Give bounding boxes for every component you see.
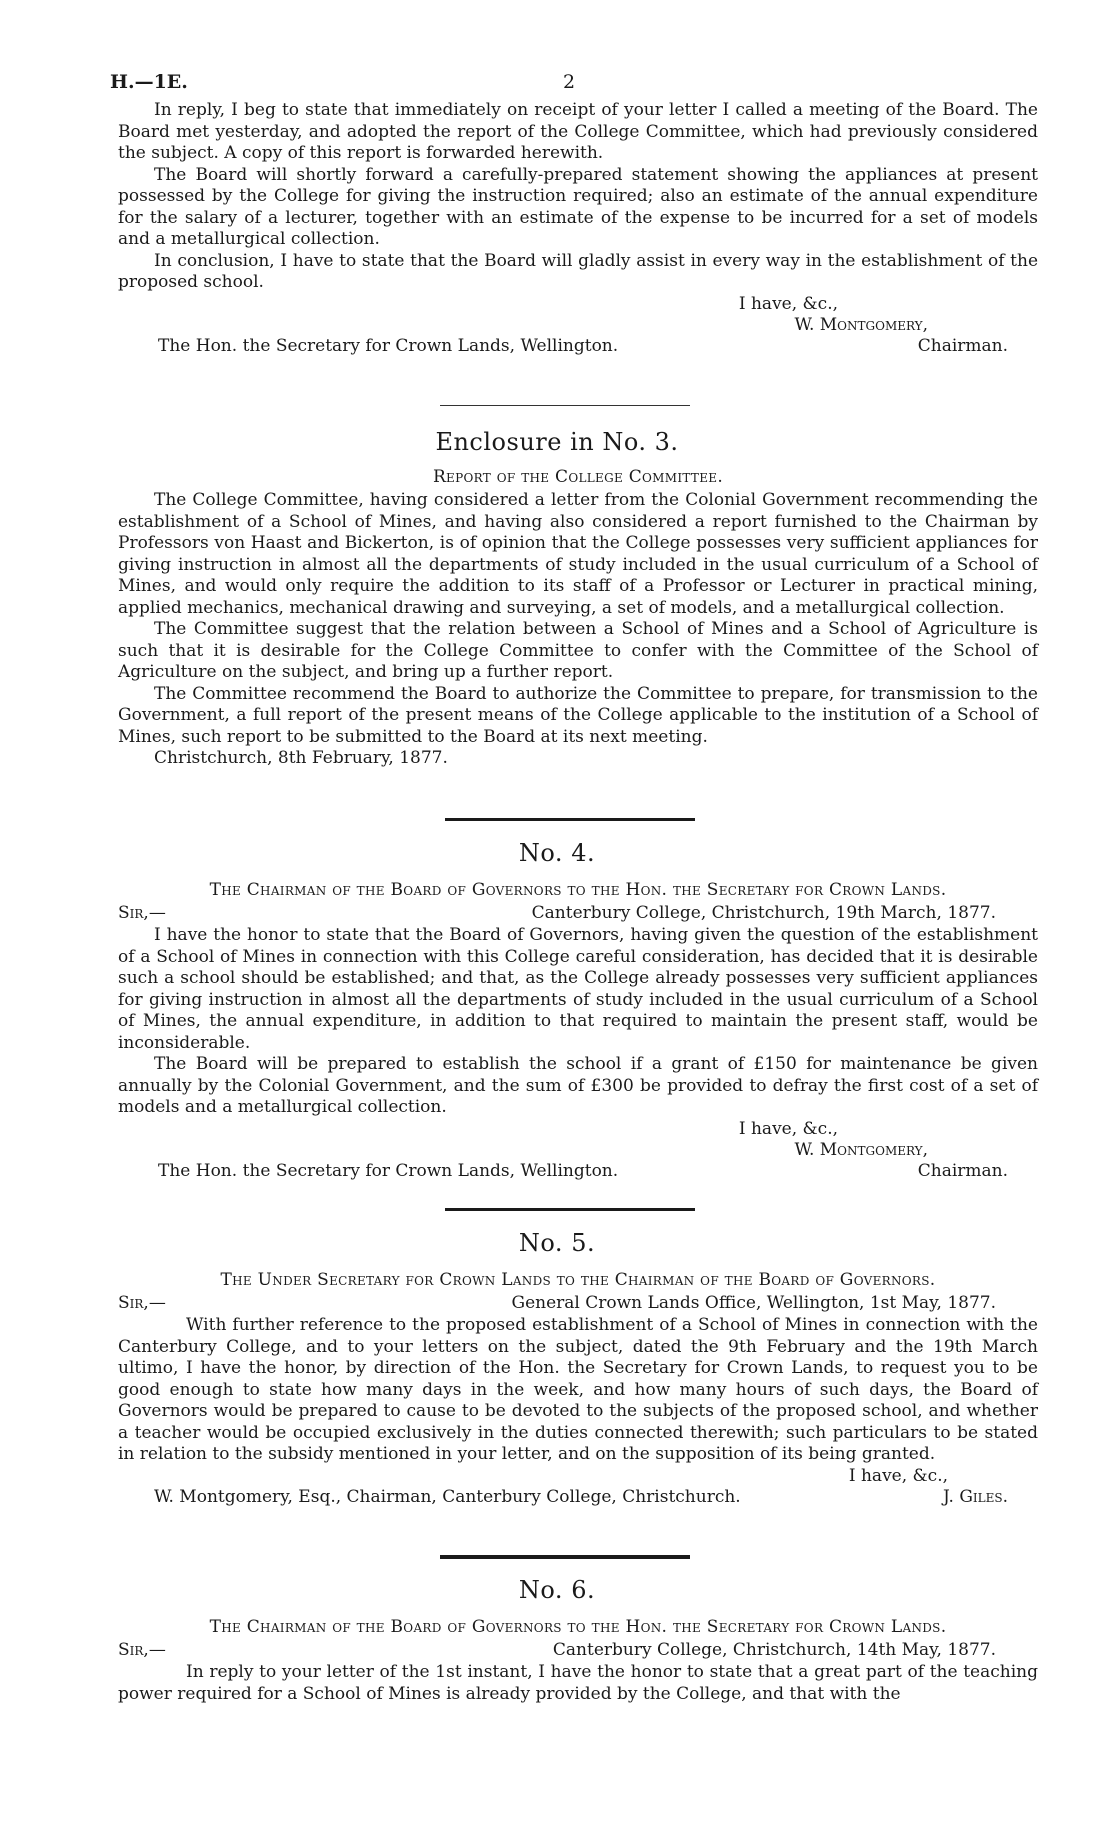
letter-5-subheading: The Under Secretary for Crown Lands to the Chairman of the Board of Governors. bbox=[220, 1270, 936, 1290]
section-divider bbox=[445, 1208, 695, 1211]
date-line: Christchurch, 8th February, 1877. bbox=[154, 748, 448, 768]
place-date: Canterbury College, Christchurch, 14th May, 1877. bbox=[552, 1640, 996, 1660]
place-date: Canterbury College, Christchurch, 19th March, 1877. bbox=[531, 903, 996, 923]
paragraph: In reply, I beg to state that immediately on receipt of your letter I called a meeting of the Board. The Board met yesterday, and adopted the report of the College Committee, which had previously considered the subject. A copy of this report is forwarded herewith. bbox=[118, 100, 1038, 163]
page-number: 2 bbox=[563, 71, 576, 93]
letter-4-subheading: The Chairman of the Board of Governors to the Hon. the Secretary for Crown Lands. bbox=[209, 880, 947, 900]
letter-closing bbox=[118, 1466, 1038, 1516]
place-date: General Crown Lands Office, Wellington, 1st May, 1877. bbox=[511, 1293, 996, 1313]
enclosure-subheading: Report of the College Committee. bbox=[432, 467, 724, 487]
letter-6-body bbox=[118, 1662, 1038, 1705]
addressee: The Hon. the Secretary for Crown Lands, Wellington. bbox=[158, 1160, 619, 1181]
addressee: W. Montgomery, Esq., Chairman, Canterbury College, Christchurch. bbox=[154, 1486, 741, 1507]
letter-continuation bbox=[118, 100, 1038, 382]
letter-6-subheading: The Chairman of the Board of Governors to the Hon. the Secretary for Crown Lands. bbox=[209, 1617, 947, 1637]
letter-4-body bbox=[118, 925, 1038, 1207]
paragraph: With further reference to the proposed establishment of a School of Mines in connection with the Canterbury College, and to your letters on the subject, dated the 9th February and the 19th March ultimo, I have the honor, by direction of the Hon. the Secretary for Crown Lands, to request you to be good enough to state how many days in the week, and how many hours of such days, the Board of Governors would be prepared to cause to be devoted to the subjects of the proposed school, and whether a teacher would be occupied exclusively in the duties connected therewith; such particulars to be stated in relation to the subsidy mentioned in your letter, and on the supposition of its being granted. bbox=[118, 1315, 1038, 1464]
section-divider bbox=[440, 1555, 690, 1559]
salutation: Sir,— bbox=[118, 903, 166, 923]
letter-5-heading: No. 5. bbox=[518, 1229, 596, 1257]
letter-4-heading: No. 4. bbox=[518, 839, 596, 867]
paragraph: The Committee recommend the Board to authorize the Committee to prepare, for transmission to the Government, a full report of the present means of the College applicable to the institution of a School of Mines, such report to be submitted to the Board at its next meeting. bbox=[118, 683, 1038, 747]
closing-phrase: I have, &c., bbox=[738, 1118, 838, 1139]
section-divider bbox=[445, 818, 695, 821]
paragraph: The College Committee, having considered a letter from the Colonial Government recommending the establishment of a School of Mines, and having also considered a report furnished to the Chairman by Professors von Haast and Bickerton, is of opinion that the College possesses very sufficient appliances for giving instruction in almost all the departments of study included in the usual curriculum of a School of Mines, and would only require the addition to its staff of a Professor or Lecturer in practical mining, applied mechanics, mechanical drawing and surveying, a set of models, and a metallurgical collection. bbox=[118, 490, 1038, 618]
signature: J. Giles. bbox=[943, 1486, 1008, 1507]
letter-5-body bbox=[118, 1315, 1038, 1516]
salutation: Sir,— bbox=[118, 1640, 166, 1660]
letter-6-heading: No. 6. bbox=[518, 1576, 596, 1604]
section-divider bbox=[440, 405, 690, 406]
closing-phrase: I have, &c., bbox=[848, 1465, 948, 1486]
paragraph: In conclusion, I have to state that the Board will gladly assist in every way in the establishment of the proposed school. bbox=[118, 250, 1038, 292]
salutation: Sir,— bbox=[118, 1293, 166, 1313]
signatory-role: Chairman. bbox=[917, 335, 1008, 356]
letter-closing bbox=[118, 294, 1038, 382]
paragraph: The Board will shortly forward a carefully-prepared statement showing the appliances at present possessed by the College for giving the instruction required; also an estimate of the annual expenditure for the salary of a lecturer, together with an estimate of the expense to be incurred for a set of models and a metallurgical collection. bbox=[118, 164, 1038, 249]
enclosure-body bbox=[118, 490, 1038, 770]
signature: W. Montgomery, bbox=[794, 314, 928, 335]
addressee: The Hon. the Secretary for Crown Lands, Wellington. bbox=[158, 335, 619, 356]
enclosure-heading: Enclosure in No. 3. bbox=[435, 428, 679, 456]
paragraph: I have the honor to state that the Board of Governors, having given the question of the establishment of a School of Mines in connection with this College careful consideration, has decided that it is desirable such a school should be established; and that, as the College already possesses very sufficient appliances for giving instruction in almost all the departments of study included in the usual curriculum of a School of Mines, the annual expenditure, in addition to that required to maintain the present staff, would be inconsiderable. bbox=[118, 925, 1038, 1053]
header-code: H.—1E. bbox=[110, 71, 188, 93]
paragraph: The Committee suggest that the relation between a School of Mines and a School of Agriculture is such that it is desirable for the College Committee to confer with the Committee of the School of Agriculture on the subject, and bring up a further report. bbox=[118, 619, 1038, 682]
signatory-role: Chairman. bbox=[917, 1160, 1008, 1181]
letter-closing bbox=[118, 1119, 1038, 1207]
paragraph: The Board will be prepared to establish the school if a grant of £150 for maintenance be given annually by the Colonial Government, and the sum of £300 be provided to defray the first cost of a set of models and a metallurgical collection. bbox=[118, 1054, 1038, 1117]
closing-phrase: I have, &c., bbox=[738, 293, 838, 314]
paragraph: In reply to your letter of the 1st instant, I have the honor to state that a great part of the teaching power required for a School of Mines is already provided by the College, and that with the bbox=[118, 1662, 1038, 1704]
signature: W. Montgomery, bbox=[794, 1139, 928, 1160]
